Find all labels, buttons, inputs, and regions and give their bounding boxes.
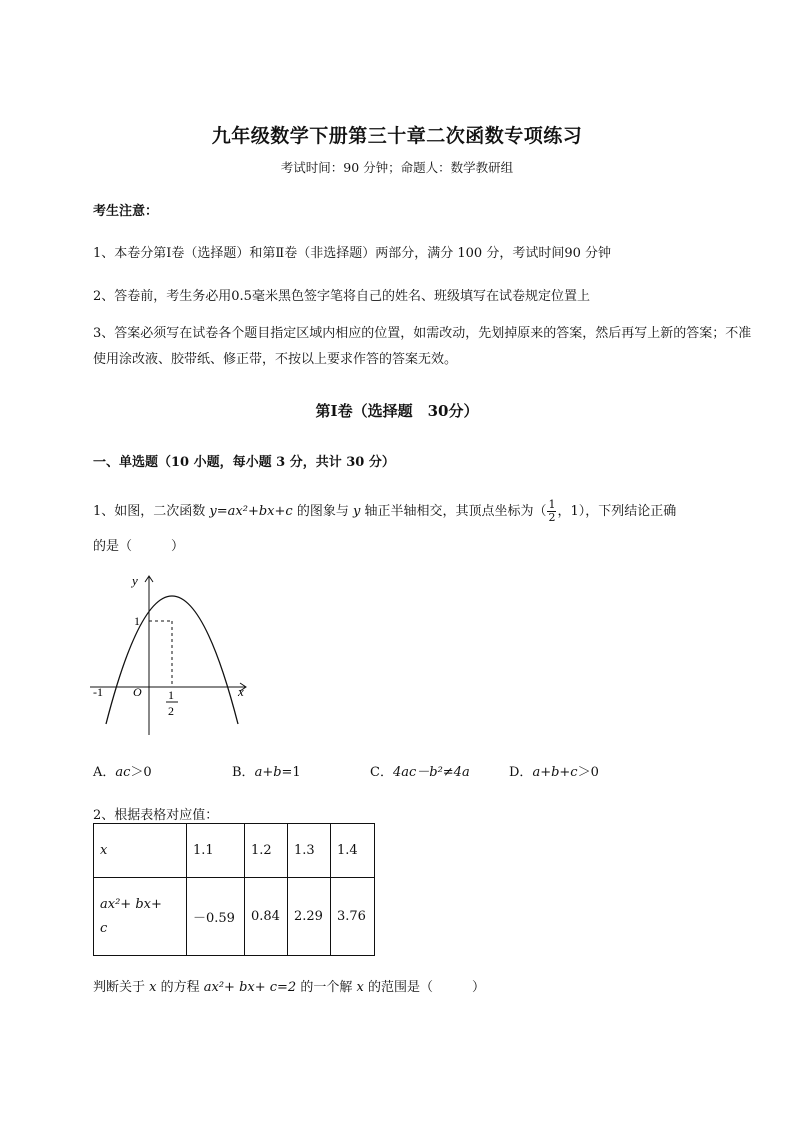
y-axis-label: y <box>132 573 138 588</box>
q1-mid2: 轴正半轴相交，其顶点坐标为（ <box>360 504 547 519</box>
origin-label: O <box>133 685 142 699</box>
option-a[interactable] <box>93 761 152 780</box>
option-b-expr: a+b <box>254 765 282 780</box>
value-table <box>93 823 375 956</box>
notice-heading: 考生注意： <box>93 204 159 219</box>
q1-frac-den: 2 <box>548 511 556 524</box>
table-cell: 1.4 <box>331 824 375 878</box>
option-a-label: A． <box>93 765 116 780</box>
section-title: 第Ⅰ卷（选择题 30分） <box>315 402 479 420</box>
table-expr-label-b: c <box>100 920 108 936</box>
table-cell: 1.2 <box>245 824 288 878</box>
table-cell: 0.84 <box>245 878 288 956</box>
option-a-rest: ＞0 <box>130 765 152 780</box>
half-numerator: 1 <box>168 688 174 702</box>
option-b-label: B． <box>232 765 255 780</box>
q2-pre: 判断关于 <box>93 980 150 995</box>
q1-suffix: ，1），下列结论正确 <box>557 504 677 519</box>
option-a-expr: ac <box>115 765 131 780</box>
option-c-label: C． <box>370 765 393 780</box>
q1-func-eq: = <box>216 504 228 519</box>
option-d[interactable] <box>509 761 599 780</box>
table-cell: 2.29 <box>288 878 331 956</box>
question-2-text <box>93 976 485 995</box>
page-title: 九年级数学下册第三十章二次函数专项练习 <box>211 125 583 147</box>
question-1-text <box>93 499 676 524</box>
q1-axis-var: y <box>352 504 361 519</box>
q2-mid: 的方程 <box>156 980 204 995</box>
half-denominator: 2 <box>168 704 174 718</box>
q1-prefix: 1、如图，二次函数 <box>93 504 210 519</box>
table-cell: 1.3 <box>288 824 331 878</box>
exam-info: 考试时间：90 分钟；命题人：数学教研组 <box>280 160 514 175</box>
question-2-prompt: 2、根据表格对应值： <box>93 808 219 823</box>
option-d-expr: a+b+c <box>532 765 578 780</box>
table-expr-label-a: ax²+ bx+ <box>100 896 162 912</box>
table-cell: 3.76 <box>331 878 375 956</box>
table-cell: －0.59 <box>187 878 245 956</box>
part-heading: 一、单选题（10 小题，每小题 3 分，共计 30 分） <box>93 455 395 470</box>
notice-item-1: 1、本卷分第Ⅰ卷（选择题）和第Ⅱ卷（非选择题）两部分，满分 100 分，考试时间90 分钟 <box>93 246 611 261</box>
q2-mid2: 的一个解 <box>296 980 357 995</box>
table-row <box>94 878 375 956</box>
table-x-label: x <box>100 843 108 858</box>
tick-label-1: 1 <box>134 614 140 628</box>
q1-func-expr: ax²+bx+c <box>227 504 293 519</box>
table-row <box>94 824 375 878</box>
table-cell-header <box>94 824 187 878</box>
q1-mid: 的图象与 <box>292 504 353 519</box>
notice-item-2: 2、答卷前，考生务必用0.5毫米黑色签字笔将自己的姓名、班级填写在试卷规定位置上 <box>93 289 590 304</box>
option-b-rest: =1 <box>281 765 301 780</box>
q1-frac-num: 1 <box>548 498 556 511</box>
x-axis-label: x <box>238 684 244 699</box>
option-d-rest: ＞0 <box>577 765 599 780</box>
q2-equation: ax²+ bx+ c=2 <box>203 980 297 995</box>
option-c[interactable] <box>370 761 470 780</box>
option-d-label: D． <box>509 765 533 780</box>
parabola-graph <box>88 570 258 740</box>
notice-item-3: 3、答案必须写在试卷各个题目指定区域内相应的位置，如需改动，先划掉原来的答案，然后再写上新的答案；不准使用涂改液、胶带纸、修正带，不按以上要求作答的答案无效。 <box>93 326 752 367</box>
q2-x2: x <box>356 980 364 995</box>
tick-label-neg1: -1 <box>93 685 103 699</box>
question-1-line2: 的是（ ） <box>93 539 185 554</box>
option-b[interactable] <box>232 761 301 780</box>
q1-func-y: y <box>209 504 217 519</box>
q1-fraction <box>547 499 556 524</box>
option-c-expr: 4ac－b²≠4a <box>392 765 470 780</box>
table-cell-header <box>94 878 187 956</box>
q2-x: x <box>149 980 157 995</box>
table-cell: 1.1 <box>187 824 245 878</box>
q2-post: 的范围是（ ） <box>363 980 485 995</box>
